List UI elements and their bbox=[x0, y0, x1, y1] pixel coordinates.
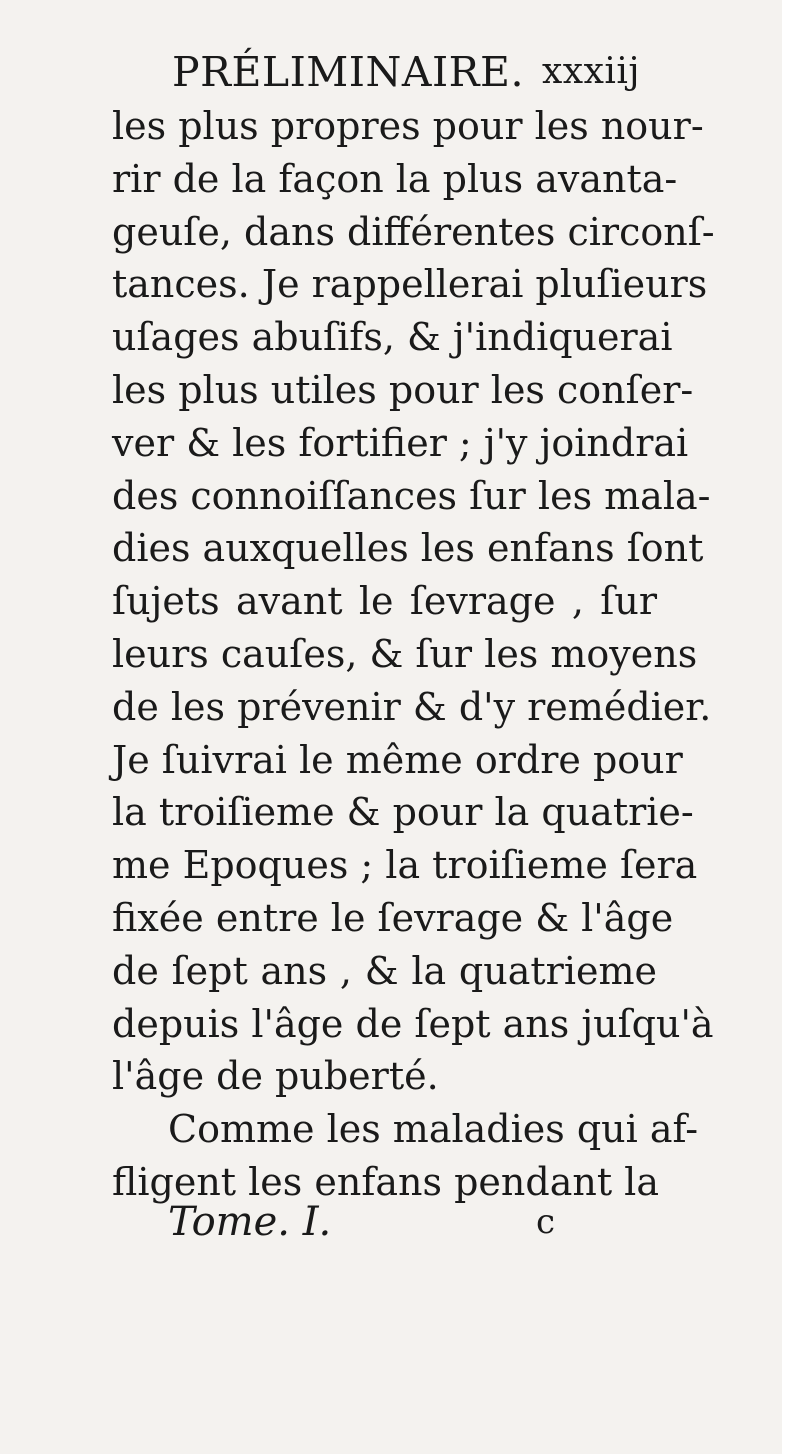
text-line: uſages abuſifs, & j'indiquerai bbox=[112, 315, 673, 360]
body-text bbox=[112, 100, 715, 1209]
signature-mark: c bbox=[536, 1202, 556, 1242]
text-line: de les prévenir & d'y remédier. bbox=[112, 684, 712, 729]
text-line: de ſept ans , & la quatrieme bbox=[112, 948, 657, 993]
text-line: rir de la façon la plus avanta- bbox=[112, 156, 678, 201]
text-line: fligent les enfans pendant la bbox=[112, 1159, 659, 1204]
text-line: les plus propres pour les nour- bbox=[112, 104, 704, 148]
running-head-title: PRÉLIMINAIRE. bbox=[172, 48, 524, 96]
paragraph-start-line: Comme les maladies qui af- bbox=[168, 1107, 699, 1152]
text-line: l'âge de puberté. bbox=[112, 1054, 439, 1099]
text-line: Je ſuivrai le même ordre pour bbox=[112, 737, 683, 782]
text-line: depuis l'âge de ſept ans juſqu'à bbox=[112, 1001, 714, 1046]
running-head bbox=[172, 44, 652, 100]
text-line: me Epoques ; la troiſieme ſera bbox=[112, 843, 698, 888]
text-line: tances. Je rappellerai pluſieurs bbox=[112, 262, 708, 307]
page-footer bbox=[168, 1192, 588, 1252]
volume-marker: Tome. I. bbox=[168, 1199, 332, 1245]
text-line: geuſe, dans différentes circonſ- bbox=[112, 209, 715, 254]
page-number: xxxiij bbox=[542, 51, 641, 92]
text-line: ſujets avant le ſevrage , ſur bbox=[112, 579, 657, 624]
text-line: dies auxquelles les enfans ſont bbox=[112, 526, 704, 571]
text-line: des connoiſſances ſur les mala- bbox=[112, 473, 711, 518]
text-line: la troiſieme & pour la quatrie- bbox=[112, 790, 694, 835]
scan-margin bbox=[782, 0, 800, 1454]
text-line: fixée entre le ſevrage & l'âge bbox=[112, 895, 674, 940]
text-line: leurs cauſes, & ſur les moyens bbox=[112, 631, 698, 676]
text-line: ver & les fortifier ; j'y joindrai bbox=[112, 420, 689, 465]
text-line: les plus utiles pour les conſer- bbox=[112, 367, 694, 412]
